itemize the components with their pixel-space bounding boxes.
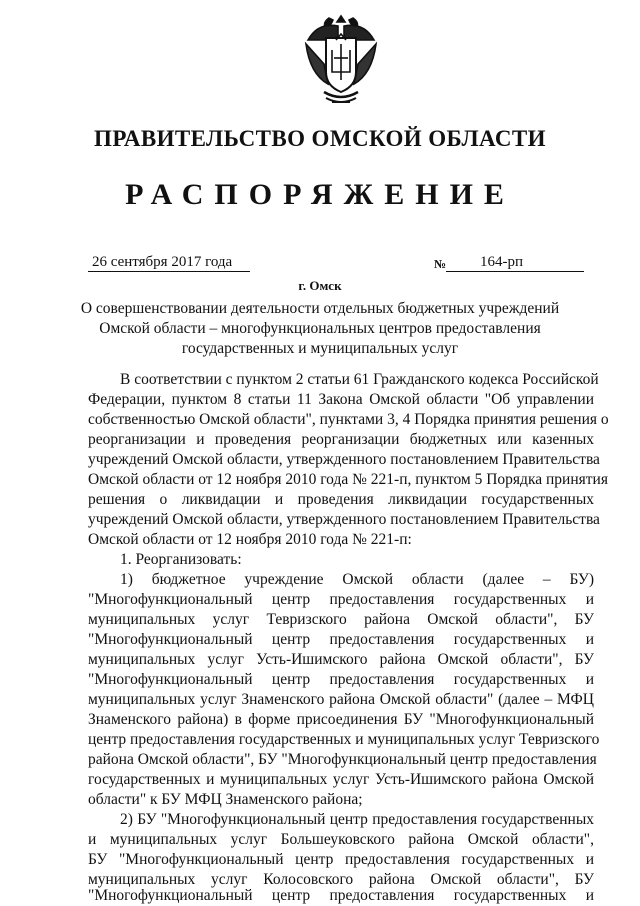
body-line: БУ "Многофункциональный центр предоставления государственных и: [88, 851, 594, 868]
body-line: центр предоставления государственных и муниципальных услуг Тевризского: [88, 731, 600, 748]
body-line: муниципальных услуг Знаменского района Омской области" (далее – МФЦ: [88, 691, 594, 708]
body-line: "Многофункциональный центр предоставления государственных и: [88, 591, 594, 608]
body-line: реорганизации и проведения реорганизации бюджетных или казенных: [88, 431, 594, 448]
number-label: №: [434, 257, 447, 271]
body-line: и муниципальных услуг Большеуковского района Омской области",: [88, 831, 594, 848]
body-line: Знаменского района) в форме присоединения БУ "Многофункциональный: [88, 711, 594, 728]
document-type-heading: РАСПОРЯЖЕНИЕ: [125, 178, 515, 211]
coat-of-arms-emblem: [296, 10, 386, 110]
body-line: района Омской области", БУ "Многофункциональный центр предоставления: [88, 751, 597, 768]
body-line: муниципальных услуг Тевризского района Омской области", БУ: [88, 611, 594, 628]
body-line: 1) бюджетное учреждение Омской области (далее – БУ): [120, 571, 594, 588]
organization-title: ПРАВИТЕЛЬСТВО ОМСКОЙ ОБЛАСТИ: [94, 126, 546, 151]
body-line: Федерации, пунктом 8 статьи 11 Закона Омской области "Об управлении: [88, 391, 594, 408]
body-line: Омской области от 12 ноября 2010 года № 221-п, пунктом 5 Порядка принятия: [88, 471, 608, 488]
body-line: 1. Реорганизовать:: [120, 551, 242, 568]
body-line: решения о ликвидации и проведения ликвидации государственных: [88, 491, 594, 508]
city-line: г. Омск: [298, 278, 342, 293]
body-line: В соответствии с пунктом 2 статьи 61 Гражданского кодекса Российской: [120, 371, 599, 388]
body-line: муниципальных услуг Колосовского района Омской области", БУ: [88, 871, 594, 888]
subject-line: О совершенствовании деятельности отдельных бюджетных учреждений: [80, 300, 560, 317]
body-line: государственных и муниципальных услуг Усть-Ишимского района Омской: [88, 771, 594, 788]
subject-line: Омской области – многофункциональных центров предоставления: [99, 320, 541, 337]
body-line: 2) БУ "Многофункциональный центр предоставления государственных: [120, 811, 594, 828]
document-number: 164-рп: [446, 254, 584, 272]
body-line: учреждений Омской области, утвержденного постановлением Правительства: [88, 451, 600, 468]
body-line: "Многофункциональный центр предоставления государственных и: [88, 631, 594, 648]
body-line: Омской области от 12 ноября 2010 года № 221-п:: [88, 531, 412, 548]
body-line: "Многофункциональный центр предоставления государственных и: [88, 671, 594, 688]
body-line: "Многофункциональный центр предоставления государственных и: [88, 887, 594, 904]
body-line: области" к БУ МФЦ Знаменского района;: [88, 791, 363, 808]
body-line: учреждений Омской области, утвержденного постановлением Правительства: [88, 511, 600, 528]
subject-line: государственных и муниципальных услуг: [181, 340, 459, 357]
body-line: муниципальных услуг Усть-Ишимского района Омской области", БУ: [88, 651, 594, 668]
body-line: собственностью Омской области", пунктами 3, 4 Порядка принятия решения о: [88, 411, 609, 428]
document-date: 26 сентября 2017 года: [88, 254, 250, 272]
